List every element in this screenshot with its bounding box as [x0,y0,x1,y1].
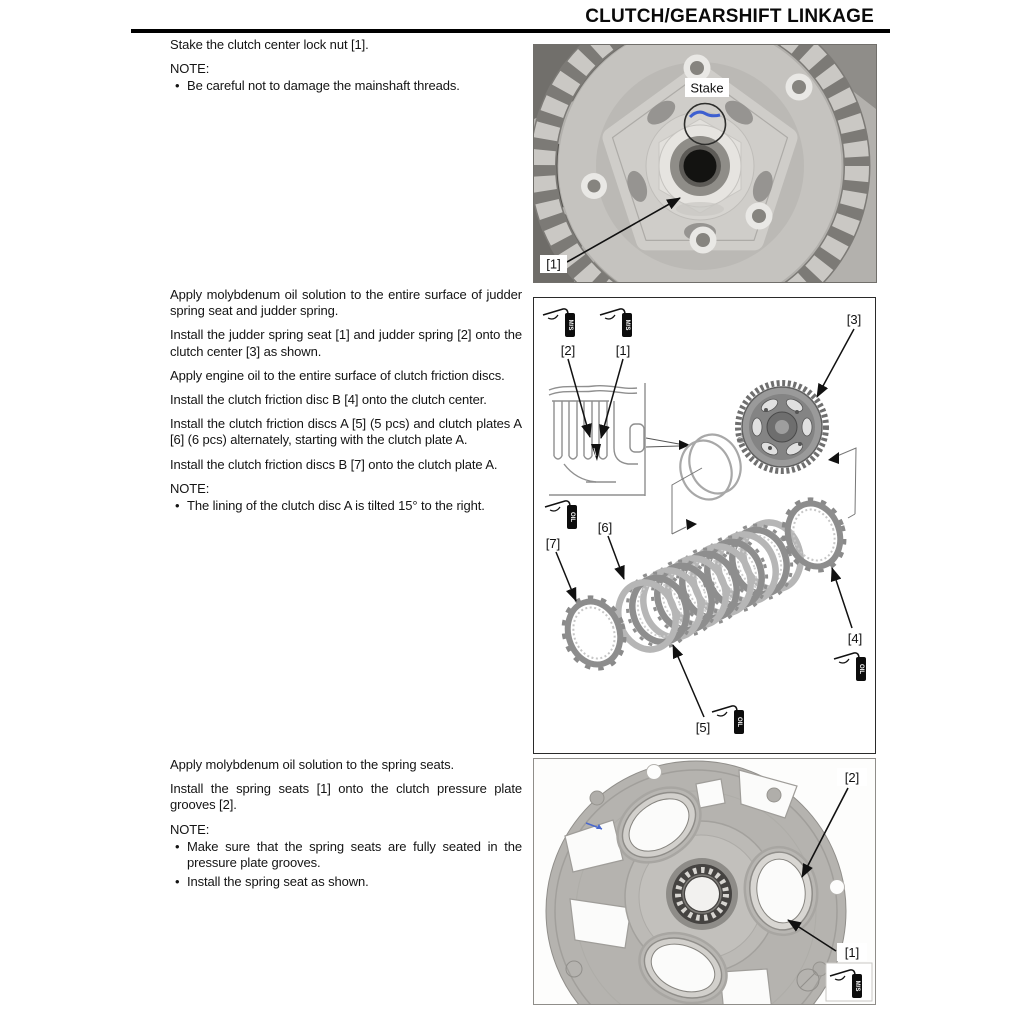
svg-text:OIL: OIL [858,664,864,674]
part-ref-label-4: [4] [847,631,863,646]
svg-text:[1]: [1] [546,256,561,272]
svg-text:M/S: M/S [624,319,630,331]
header-rule [131,29,890,33]
instruction-paragraph: Install the spring seats [1] onto the clutch pressure plate grooves [2]. [170,781,522,813]
stake-label [685,78,729,97]
svg-text:[1]: [1] [844,945,860,960]
svg-text:M/S: M/S [567,319,573,331]
part-ref-label-7: [7] [545,536,561,551]
svg-text:OIL: OIL [736,717,742,727]
instructions-section-2 [170,287,522,517]
instruction-paragraph: Stake the clutch center lock nut [1]. [170,37,369,52]
instructions-section-1 [170,37,522,98]
svg-text:[2]: [2] [844,770,860,785]
molybdenum-oil-icon [826,963,872,1001]
note-bullet: • Be careful not to damage the mainshaft threads. [170,78,522,94]
instruction-paragraph: Apply molybdenum oil solution to the entire surface of judder spring seat and judder spring. [170,287,522,319]
instructions-section-3 [170,757,522,893]
part-ref-label-1: [1] [615,343,631,358]
instruction-paragraph: Apply engine oil to the entire surface of clutch friction discs. [170,367,505,383]
svg-text:Stake: Stake [690,80,724,96]
instruction-paragraph: Install the judder spring seat [1] and judder spring [2] onto the clutch center [3] as shown. [170,327,522,359]
note-bullet: • Install the spring seat as shown. [170,874,522,890]
instruction-paragraph: Install the clutch friction discs B [7] onto the clutch plate A. [170,456,498,472]
figure-pressure-plate-photo [533,758,876,1005]
instruction-paragraph: Apply molybdenum oil solution to the spring seats. [170,757,455,772]
part-ref-label-5: [5] [695,720,711,735]
part-ref-label-2: [2] [560,343,576,358]
instruction-paragraph: Install the clutch friction disc B [4] onto the clutch center. [170,392,487,408]
note-label: NOTE: [170,61,210,77]
figure-clutch-lock-nut-photo [533,44,877,283]
note-label: NOTE: [170,480,210,496]
page-title: CLUTCH/GEARSHIFT LINKAGE [585,6,874,27]
part-ref-label-1 [540,255,567,273]
part-ref-label-3: [3] [846,312,862,327]
part-ref-label-1 [837,943,867,961]
diagram-background [534,298,875,753]
note-bullet: • Make sure that the spring seats are fully seated in the pressure plate grooves. [170,839,522,871]
svg-text:M/S: M/S [854,980,860,992]
note-label: NOTE: [170,821,210,837]
svg-text:OIL: OIL [569,512,575,522]
figure-clutch-parts-diagram [533,297,876,754]
lock-nut [646,112,754,220]
instruction-paragraph: Install the clutch friction discs A [5] (5 pcs) and clutch plates A [6] (6 pcs) alternately, starting with the clutch plate A. [170,416,522,448]
note-bullet: • The lining of the clutch disc A is tilted 15° to the right. [170,498,522,514]
center-bearing [666,858,738,930]
part-ref-label-2 [837,768,867,786]
part-ref-label-6: [6] [597,520,613,535]
